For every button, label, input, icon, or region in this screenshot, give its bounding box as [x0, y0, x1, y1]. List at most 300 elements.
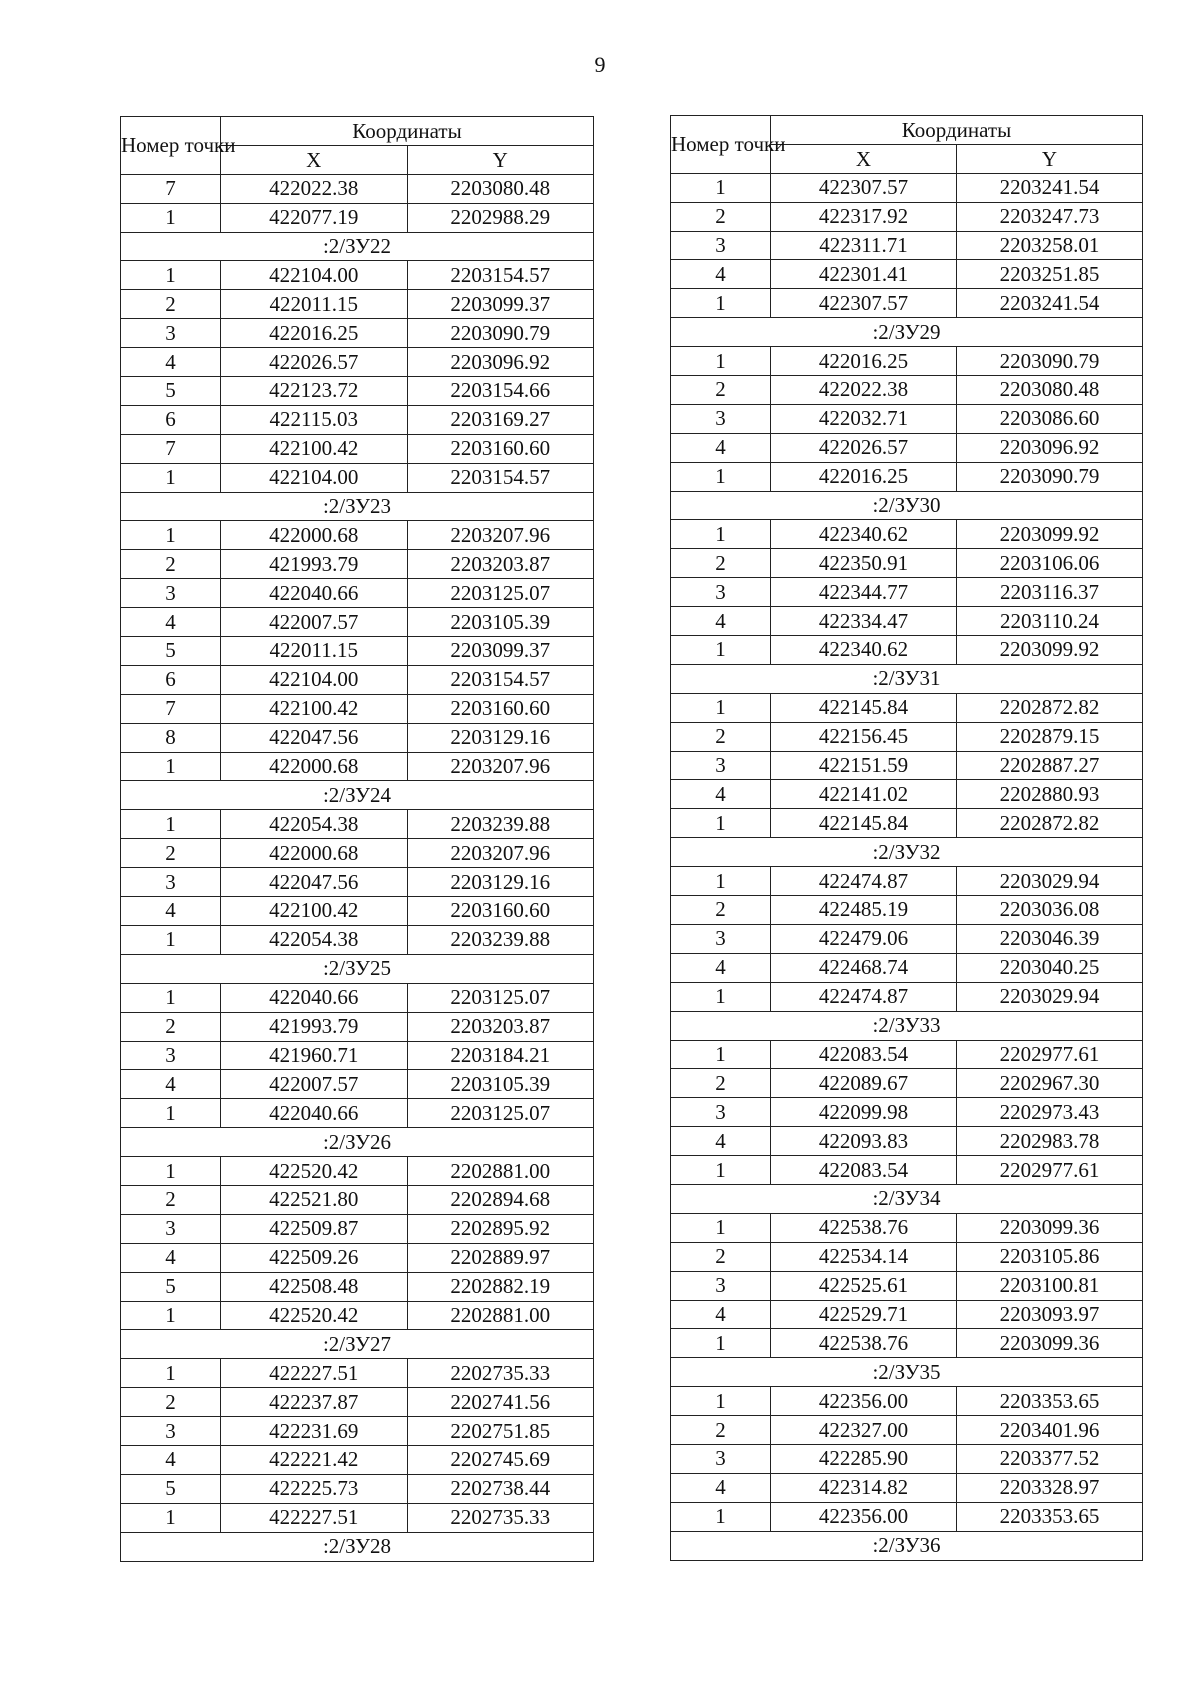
y-coordinate-cell: 2203129.16	[407, 723, 594, 752]
table-row	[121, 203, 594, 232]
coordinates-table-left	[120, 116, 594, 1562]
point-number-cell: 1	[671, 462, 771, 491]
y-coordinate-cell: 2203247.73	[957, 202, 1143, 231]
point-number-cell: 1	[121, 1099, 221, 1128]
section-label: :2/ЗУ29	[671, 318, 1143, 347]
y-coordinate-cell: 2203184.21	[407, 1041, 594, 1070]
table-row	[121, 1243, 594, 1272]
section-label: :2/ЗУ36	[671, 1531, 1143, 1560]
section-row	[671, 318, 1143, 347]
x-coordinate-cell: 422307.57	[771, 289, 957, 318]
y-coordinate-cell: 2203154.66	[407, 377, 594, 406]
x-coordinate-cell: 422100.42	[221, 694, 408, 723]
x-coordinate-cell: 421993.79	[221, 1012, 408, 1041]
y-coordinate-cell: 2203099.92	[957, 636, 1143, 665]
point-number-cell: 3	[121, 1041, 221, 1070]
x-coordinate-cell: 422356.00	[771, 1502, 957, 1531]
y-coordinate-cell: 2202872.82	[957, 809, 1143, 838]
table-row	[121, 1359, 594, 1388]
x-coordinate-cell: 422007.57	[221, 1070, 408, 1099]
y-coordinate-cell: 2202894.68	[407, 1185, 594, 1214]
point-number-cell: 7	[121, 174, 221, 203]
table-row	[671, 780, 1143, 809]
x-coordinate-cell: 422225.73	[221, 1474, 408, 1503]
section-label: :2/ЗУ33	[671, 1011, 1143, 1040]
y-coordinate-cell: 2203096.92	[957, 433, 1143, 462]
y-coordinate-cell: 2203099.36	[957, 1213, 1143, 1242]
point-number-cell: 1	[671, 1502, 771, 1531]
section-row	[671, 1358, 1143, 1387]
section-row	[671, 1184, 1143, 1213]
y-coordinate-cell: 2203029.94	[957, 982, 1143, 1011]
y-coordinate-cell: 2203239.88	[407, 810, 594, 839]
point-number-cell: 2	[671, 376, 771, 405]
point-number-cell: 1	[121, 521, 221, 550]
point-number-cell: 1	[121, 261, 221, 290]
x-coordinate-cell: 422016.25	[771, 462, 957, 491]
point-number-cell: 1	[671, 289, 771, 318]
x-coordinate-cell: 422474.87	[771, 982, 957, 1011]
y-coordinate-cell: 2203099.37	[407, 290, 594, 319]
coordinates-header: Координаты	[771, 116, 1143, 145]
x-coordinate-cell: 422231.69	[221, 1417, 408, 1446]
table-row	[121, 463, 594, 492]
y-coordinate-cell: 2203090.79	[407, 319, 594, 348]
y-coordinate-cell: 2203154.57	[407, 665, 594, 694]
y-coordinate-cell: 2203160.60	[407, 694, 594, 723]
table-row	[671, 607, 1143, 636]
y-coordinate-cell: 2202738.44	[407, 1474, 594, 1503]
point-number-cell: 1	[121, 983, 221, 1012]
table-row	[121, 983, 594, 1012]
x-coordinate-cell: 422356.00	[771, 1387, 957, 1416]
table-row	[671, 173, 1143, 202]
y-coordinate-cell: 2202889.97	[407, 1243, 594, 1272]
table-row	[671, 1387, 1143, 1416]
point-number-header: Номер точки	[671, 116, 771, 174]
x-coordinate-cell: 422000.68	[221, 752, 408, 781]
y-coordinate-cell: 2202741.56	[407, 1388, 594, 1417]
x-coordinate-cell: 422521.80	[221, 1185, 408, 1214]
x-coordinate-cell: 422000.68	[221, 521, 408, 550]
x-coordinate-cell: 422301.41	[771, 260, 957, 289]
section-label: :2/ЗУ24	[121, 781, 594, 810]
point-number-cell: 1	[671, 520, 771, 549]
y-coordinate-cell: 2202977.61	[957, 1156, 1143, 1185]
y-coordinate-cell: 2202735.33	[407, 1503, 594, 1532]
point-number-cell: 1	[671, 693, 771, 722]
y-coordinate-cell: 2203090.79	[957, 462, 1143, 491]
table-row	[671, 433, 1143, 462]
y-coordinate-cell: 2203099.92	[957, 520, 1143, 549]
table-row	[121, 1214, 594, 1243]
point-number-cell: 2	[671, 549, 771, 578]
point-number-cell: 3	[671, 924, 771, 953]
section-row	[671, 664, 1143, 693]
table-row	[671, 1416, 1143, 1445]
coordinates-body	[671, 173, 1143, 1560]
y-coordinate-cell: 2203353.65	[957, 1387, 1143, 1416]
table-row	[671, 896, 1143, 925]
x-coordinate-cell: 422089.67	[771, 1069, 957, 1098]
table-row	[121, 319, 594, 348]
y-coordinate-cell: 2202735.33	[407, 1359, 594, 1388]
table-row	[671, 751, 1143, 780]
table-row	[671, 867, 1143, 896]
y-coordinate-cell: 2203251.85	[957, 260, 1143, 289]
x-coordinate-cell: 422509.87	[221, 1214, 408, 1243]
x-coordinate-cell: 422479.06	[771, 924, 957, 953]
point-number-cell: 3	[121, 1417, 221, 1446]
table-row	[671, 1069, 1143, 1098]
x-coordinate-cell: 422307.57	[771, 173, 957, 202]
y-coordinate-cell: 2202879.15	[957, 722, 1143, 751]
table-row	[671, 1156, 1143, 1185]
point-number-cell: 1	[121, 1301, 221, 1330]
x-coordinate-cell: 422334.47	[771, 607, 957, 636]
section-row	[121, 1330, 594, 1359]
y-coordinate-cell: 2203105.86	[957, 1242, 1143, 1271]
x-header: X	[771, 144, 957, 173]
x-coordinate-cell: 422016.25	[771, 347, 957, 376]
table-row	[671, 1329, 1143, 1358]
table-row	[121, 1012, 594, 1041]
x-coordinate-cell: 422104.00	[221, 665, 408, 694]
table-row	[121, 1272, 594, 1301]
x-coordinate-cell: 422022.38	[771, 376, 957, 405]
point-number-cell: 1	[671, 173, 771, 202]
table-row	[671, 1242, 1143, 1271]
y-coordinate-cell: 2203086.60	[957, 404, 1143, 433]
point-number-cell: 1	[671, 867, 771, 896]
section-label: :2/ЗУ30	[671, 491, 1143, 520]
x-coordinate-cell: 422285.90	[771, 1444, 957, 1473]
table-row	[121, 1070, 594, 1099]
section-label: :2/ЗУ31	[671, 664, 1143, 693]
y-coordinate-cell: 2203080.48	[957, 376, 1143, 405]
point-number-cell: 6	[121, 665, 221, 694]
y-coordinate-cell: 2202751.85	[407, 1417, 594, 1446]
y-coordinate-cell: 2203207.96	[407, 521, 594, 550]
x-coordinate-cell: 422538.76	[771, 1213, 957, 1242]
point-number-cell: 8	[121, 723, 221, 752]
y-coordinate-cell: 2202895.92	[407, 1214, 594, 1243]
point-number-cell: 7	[121, 694, 221, 723]
x-coordinate-cell: 422032.71	[771, 404, 957, 433]
point-number-cell: 3	[671, 578, 771, 607]
table-row	[121, 550, 594, 579]
section-label: :2/ЗУ23	[121, 492, 594, 521]
x-coordinate-cell: 422026.57	[771, 433, 957, 462]
point-number-cell: 2	[671, 1069, 771, 1098]
table-row	[121, 637, 594, 666]
x-coordinate-cell: 422485.19	[771, 896, 957, 925]
table-row	[121, 839, 594, 868]
x-coordinate-cell: 422016.25	[221, 319, 408, 348]
point-number-cell: 3	[671, 1271, 771, 1300]
point-number-cell: 2	[121, 839, 221, 868]
x-coordinate-cell: 422145.84	[771, 693, 957, 722]
table-row	[121, 1301, 594, 1330]
table-row	[671, 549, 1143, 578]
point-number-cell: 1	[671, 347, 771, 376]
table-row	[121, 694, 594, 723]
point-number-cell: 1	[121, 925, 221, 954]
y-coordinate-cell: 2203110.24	[957, 607, 1143, 636]
y-coordinate-cell: 2203125.07	[407, 579, 594, 608]
point-number-cell: 4	[671, 1473, 771, 1502]
x-coordinate-cell: 422022.38	[221, 174, 408, 203]
y-coordinate-cell: 2203154.57	[407, 463, 594, 492]
x-coordinate-cell: 422534.14	[771, 1242, 957, 1271]
table-row	[671, 1213, 1143, 1242]
point-number-cell: 5	[121, 637, 221, 666]
table-row	[671, 202, 1143, 231]
x-coordinate-cell: 422344.77	[771, 578, 957, 607]
table-row	[671, 404, 1143, 433]
y-header: Y	[957, 144, 1143, 173]
point-number-cell: 1	[671, 982, 771, 1011]
section-row	[121, 1128, 594, 1157]
table-row	[671, 693, 1143, 722]
y-coordinate-cell: 2203160.60	[407, 897, 594, 926]
table-row	[121, 1041, 594, 1070]
table-row	[671, 1300, 1143, 1329]
table-row	[671, 260, 1143, 289]
point-number-cell: 2	[671, 722, 771, 751]
y-coordinate-cell: 2203116.37	[957, 578, 1143, 607]
table-row	[671, 462, 1143, 491]
x-coordinate-cell: 422047.56	[221, 868, 408, 897]
y-header: Y	[407, 145, 594, 174]
point-number-cell: 1	[121, 1503, 221, 1532]
point-number-cell: 2	[671, 202, 771, 231]
table-row	[121, 1099, 594, 1128]
x-coordinate-cell: 422156.45	[771, 722, 957, 751]
section-row	[671, 491, 1143, 520]
table-row	[121, 1503, 594, 1532]
x-coordinate-cell: 422525.61	[771, 1271, 957, 1300]
y-coordinate-cell: 2203029.94	[957, 867, 1143, 896]
table-row	[671, 289, 1143, 318]
y-coordinate-cell: 2203099.36	[957, 1329, 1143, 1358]
y-coordinate-cell: 2203129.16	[407, 868, 594, 897]
x-coordinate-cell: 422509.26	[221, 1243, 408, 1272]
section-row	[121, 232, 594, 261]
x-coordinate-cell: 421993.79	[221, 550, 408, 579]
point-number-cell: 4	[671, 1127, 771, 1156]
table-row	[121, 1474, 594, 1503]
point-number-cell: 3	[671, 1444, 771, 1473]
table-row	[121, 608, 594, 637]
y-coordinate-cell: 2202988.29	[407, 203, 594, 232]
y-coordinate-cell: 2203099.37	[407, 637, 594, 666]
x-coordinate-cell: 422529.71	[771, 1300, 957, 1329]
y-coordinate-cell: 2203036.08	[957, 896, 1143, 925]
point-number-cell: 1	[671, 636, 771, 665]
y-coordinate-cell: 2202967.30	[957, 1069, 1143, 1098]
x-coordinate-cell: 422227.51	[221, 1359, 408, 1388]
table-row	[121, 925, 594, 954]
y-coordinate-cell: 2202872.82	[957, 693, 1143, 722]
y-coordinate-cell: 2203105.39	[407, 1070, 594, 1099]
point-number-cell: 5	[121, 1474, 221, 1503]
table-row	[671, 1473, 1143, 1502]
y-coordinate-cell: 2203040.25	[957, 953, 1143, 982]
x-coordinate-cell: 422099.98	[771, 1098, 957, 1127]
table-row	[121, 1157, 594, 1186]
section-label: :2/ЗУ35	[671, 1358, 1143, 1387]
table-row	[121, 579, 594, 608]
x-coordinate-cell: 422508.48	[221, 1272, 408, 1301]
section-label: :2/ЗУ25	[121, 954, 594, 983]
y-coordinate-cell: 2203106.06	[957, 549, 1143, 578]
section-label: :2/ЗУ27	[121, 1330, 594, 1359]
y-coordinate-cell: 2203169.27	[407, 405, 594, 434]
y-coordinate-cell: 2202983.78	[957, 1127, 1143, 1156]
table-row	[671, 231, 1143, 260]
point-number-cell: 4	[671, 953, 771, 982]
x-coordinate-cell: 422340.62	[771, 520, 957, 549]
coordinates-body	[121, 174, 594, 1561]
y-coordinate-cell: 2203105.39	[407, 608, 594, 637]
x-coordinate-cell: 422311.71	[771, 231, 957, 260]
y-coordinate-cell: 2203100.81	[957, 1271, 1143, 1300]
x-coordinate-cell: 422474.87	[771, 867, 957, 896]
x-coordinate-cell: 422221.42	[221, 1445, 408, 1474]
table-row	[121, 434, 594, 463]
y-coordinate-cell: 2203258.01	[957, 231, 1143, 260]
section-row	[671, 1531, 1143, 1560]
x-coordinate-cell: 421960.71	[221, 1041, 408, 1070]
section-row	[121, 954, 594, 983]
table-row	[671, 1040, 1143, 1069]
section-row	[121, 492, 594, 521]
point-number-cell: 2	[671, 1416, 771, 1445]
x-coordinate-cell: 422040.66	[221, 579, 408, 608]
point-number-cell: 4	[121, 608, 221, 637]
x-coordinate-cell: 422327.00	[771, 1416, 957, 1445]
point-number-cell: 3	[121, 868, 221, 897]
y-coordinate-cell: 2202745.69	[407, 1445, 594, 1474]
point-number-cell: 4	[671, 433, 771, 462]
x-coordinate-cell: 422317.92	[771, 202, 957, 231]
point-number-cell: 4	[121, 1445, 221, 1474]
point-number-cell: 1	[121, 463, 221, 492]
y-coordinate-cell: 2203328.97	[957, 1473, 1143, 1502]
point-number-cell: 5	[121, 377, 221, 406]
x-coordinate-cell: 422123.72	[221, 377, 408, 406]
y-coordinate-cell: 2203125.07	[407, 983, 594, 1012]
point-number-cell: 4	[121, 1243, 221, 1272]
section-row	[671, 838, 1143, 867]
section-row	[121, 781, 594, 810]
table-row	[121, 405, 594, 434]
y-coordinate-cell: 2202881.00	[407, 1157, 594, 1186]
table-row	[121, 810, 594, 839]
table-row	[671, 1098, 1143, 1127]
y-coordinate-cell: 2203125.07	[407, 1099, 594, 1128]
section-row	[671, 1011, 1143, 1040]
table-row	[671, 982, 1143, 1011]
x-coordinate-cell: 422104.00	[221, 463, 408, 492]
table-row	[671, 1444, 1143, 1473]
point-number-cell: 3	[671, 231, 771, 260]
x-coordinate-cell: 422011.15	[221, 290, 408, 319]
table-row	[121, 897, 594, 926]
table-row	[121, 174, 594, 203]
point-number-cell: 4	[671, 1300, 771, 1329]
x-coordinate-cell: 422011.15	[221, 637, 408, 666]
table-row	[121, 377, 594, 406]
point-number-cell: 4	[121, 348, 221, 377]
x-header: X	[221, 145, 408, 174]
y-coordinate-cell: 2203090.79	[957, 347, 1143, 376]
table-row	[121, 261, 594, 290]
table-row	[671, 722, 1143, 751]
point-number-cell: 2	[121, 550, 221, 579]
x-coordinate-cell: 422040.66	[221, 983, 408, 1012]
table-row	[121, 868, 594, 897]
point-number-cell: 3	[121, 579, 221, 608]
x-coordinate-cell: 422141.02	[771, 780, 957, 809]
y-coordinate-cell: 2203207.96	[407, 752, 594, 781]
point-number-cell: 1	[121, 1359, 221, 1388]
x-coordinate-cell: 422040.66	[221, 1099, 408, 1128]
point-number-cell: 2	[671, 1242, 771, 1271]
point-number-cell: 1	[671, 809, 771, 838]
x-coordinate-cell: 422007.57	[221, 608, 408, 637]
point-number-cell: 1	[121, 1157, 221, 1186]
table-row	[671, 1127, 1143, 1156]
table-row	[671, 809, 1143, 838]
page-number: 9	[594, 52, 606, 77]
x-coordinate-cell: 422047.56	[221, 723, 408, 752]
table-row	[121, 348, 594, 377]
point-number-cell: 2	[121, 1185, 221, 1214]
y-coordinate-cell: 2203096.92	[407, 348, 594, 377]
table-row	[671, 636, 1143, 665]
point-number-cell: 3	[671, 1098, 771, 1127]
point-number-cell: 2	[121, 1012, 221, 1041]
x-coordinate-cell: 422054.38	[221, 925, 408, 954]
x-coordinate-cell: 422093.83	[771, 1127, 957, 1156]
y-coordinate-cell: 2203203.87	[407, 550, 594, 579]
point-number-cell: 7	[121, 434, 221, 463]
section-label: :2/ЗУ32	[671, 838, 1143, 867]
point-number-cell: 3	[671, 751, 771, 780]
y-coordinate-cell: 2202977.61	[957, 1040, 1143, 1069]
table-row	[671, 953, 1143, 982]
table-row	[671, 376, 1143, 405]
table-row	[121, 1185, 594, 1214]
x-coordinate-cell: 422054.38	[221, 810, 408, 839]
y-coordinate-cell: 2203377.52	[957, 1444, 1143, 1473]
x-coordinate-cell: 422237.87	[221, 1388, 408, 1417]
x-coordinate-cell: 422077.19	[221, 203, 408, 232]
x-coordinate-cell: 422100.42	[221, 434, 408, 463]
point-number-header: Номер точки	[121, 117, 221, 175]
y-coordinate-cell: 2202882.19	[407, 1272, 594, 1301]
point-number-cell: 1	[671, 1156, 771, 1185]
section-label: :2/ЗУ26	[121, 1128, 594, 1157]
x-coordinate-cell: 422468.74	[771, 953, 957, 982]
y-coordinate-cell: 2203093.97	[957, 1300, 1143, 1329]
x-coordinate-cell: 422314.82	[771, 1473, 957, 1502]
point-number-cell: 3	[121, 319, 221, 348]
table-row	[671, 347, 1143, 376]
table-row	[121, 665, 594, 694]
